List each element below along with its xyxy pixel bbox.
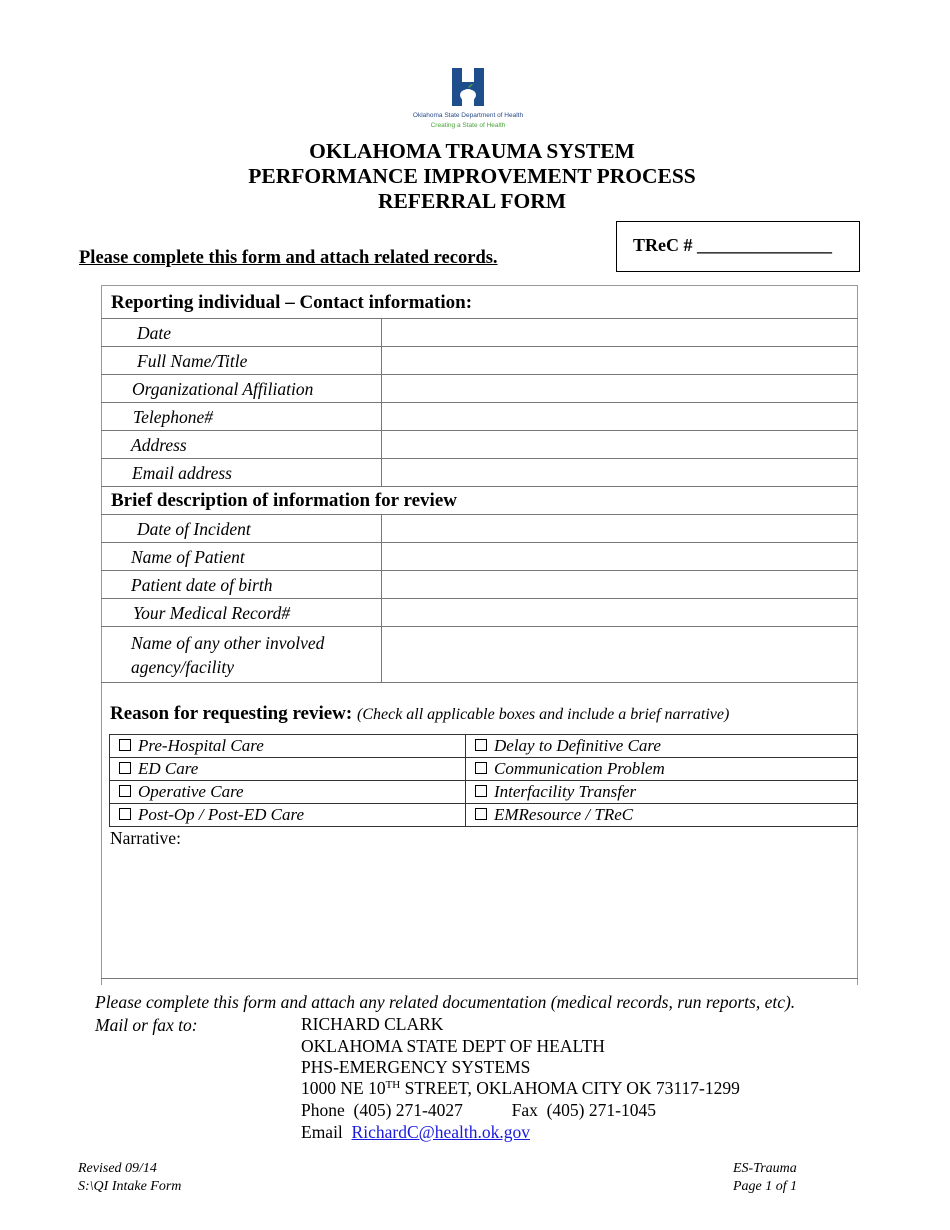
other-agency-input[interactable]: [383, 627, 857, 682]
fax-label: Fax: [511, 1100, 538, 1120]
address-input[interactable]: [383, 431, 857, 458]
mail-or-fax-label: Mail or fax to:: [95, 1015, 198, 1035]
checkbox-emresource-trec[interactable]: [466, 804, 858, 827]
phone-number: (405) 271-4027: [353, 1100, 463, 1120]
table-row: [110, 781, 858, 804]
checkbox-communication-problem[interactable]: [466, 758, 858, 781]
reason-heading-note: (Check all applicable boxes and include a brief narrative): [356, 706, 730, 723]
full-name-title-input[interactable]: [383, 347, 857, 374]
checkbox-interfacility-transfer[interactable]: [466, 781, 858, 804]
email-link[interactable]: RichardC@health.ok.gov: [351, 1122, 530, 1142]
name-of-patient-label: Name of Patient: [131, 547, 245, 567]
logo-tagline: Creating a State of Health: [430, 122, 506, 129]
footer-path: S:\QI Intake Form: [78, 1179, 182, 1194]
table-row: [110, 758, 858, 781]
checkbox-label: Post-Op / Post-ED Care: [138, 805, 305, 824]
logo-agency-name: Oklahoma State Department of Health: [412, 112, 524, 119]
osdh-logo: [408, 66, 528, 132]
address-label: Address: [131, 435, 187, 455]
other-agency-label-line2: agency/facility: [131, 657, 235, 677]
footer-page: Page 1 of 1: [733, 1179, 798, 1194]
checkbox-label: Operative Care: [138, 782, 244, 801]
checkbox-ed-care[interactable]: [110, 758, 466, 781]
email-address-label: Email address: [132, 463, 232, 483]
checkbox-delay-definitive-care[interactable]: [466, 735, 858, 758]
column-divider: [381, 318, 382, 486]
checkbox-icon[interactable]: [475, 762, 487, 774]
narrative-label: Narrative:: [110, 828, 181, 848]
checkbox-icon[interactable]: [119, 785, 131, 797]
table-row: [110, 804, 858, 827]
checkbox-label: Delay to Definitive Care: [494, 736, 661, 755]
footer-dept: ES-Trauma: [733, 1161, 797, 1176]
contact-name: RICHARD CLARK: [301, 1014, 444, 1034]
medical-record-input[interactable]: [383, 599, 857, 626]
checkbox-icon[interactable]: [119, 762, 131, 774]
completion-note: Please complete this form and attach any related documentation (medical records, run reports, etc).: [95, 992, 796, 1012]
patient-dob-input[interactable]: [383, 571, 857, 598]
full-name-title-label: Full Name/Title: [137, 351, 248, 371]
table-row: [110, 735, 858, 758]
title-line-2: PERFORMANCE IMPROVEMENT PROCESS: [248, 164, 696, 188]
telephone-label: Telephone#: [133, 407, 214, 427]
checkbox-icon[interactable]: [475, 785, 487, 797]
row-divider: [101, 486, 858, 487]
checkbox-pre-hospital-care[interactable]: [110, 735, 466, 758]
street-rest: STREET, OKLAHOMA CITY OK 73117-1299: [400, 1078, 740, 1098]
checkbox-label: Pre-Hospital Care: [138, 736, 264, 755]
row-divider: [101, 682, 858, 683]
contact-division: PHS-EMERGENCY SYSTEMS: [301, 1057, 531, 1077]
checkbox-label: EMResource / TReC: [494, 805, 634, 824]
telephone-input[interactable]: [383, 403, 857, 430]
checkbox-label: Communication Problem: [494, 759, 665, 778]
email-address-input[interactable]: [383, 459, 857, 486]
contact-street: [301, 1077, 740, 1099]
column-divider: [381, 514, 382, 682]
name-of-patient-input[interactable]: [383, 543, 857, 570]
reason-heading: [110, 703, 729, 725]
date-input[interactable]: [383, 319, 857, 346]
title-line-1: OKLAHOMA TRAUMA SYSTEM: [309, 139, 635, 163]
contact-section-heading: Reporting individual – Contact information:: [111, 292, 473, 313]
footer-revised: Revised 09/14: [78, 1161, 157, 1176]
date-of-incident-input[interactable]: [383, 515, 857, 542]
trec-number-field[interactable]: TReC # _______________: [616, 221, 860, 272]
checkbox-icon[interactable]: [119, 808, 131, 820]
osdh-logo-mark-icon: [408, 66, 528, 112]
reason-checkbox-table: [109, 734, 858, 827]
narrative-textarea[interactable]: [102, 850, 857, 978]
checkbox-label: ED Care: [138, 759, 199, 778]
checkbox-post-op-ed-care[interactable]: [110, 804, 466, 827]
email-label: Email: [301, 1122, 343, 1142]
patient-dob-label: Patient date of birth: [131, 575, 273, 595]
organizational-affiliation-input[interactable]: [383, 375, 857, 402]
other-agency-label-line1: Name of any other involved: [131, 633, 325, 653]
row-divider: [101, 978, 858, 979]
reason-heading-title: Reason for requesting review:: [110, 703, 353, 724]
checkbox-icon[interactable]: [119, 739, 131, 751]
checkbox-operative-care[interactable]: [110, 781, 466, 804]
street-number: 1000 NE 10: [301, 1078, 386, 1098]
checkbox-label: Interfacility Transfer: [494, 782, 637, 801]
organizational-affiliation-label: Organizational Affiliation: [132, 379, 314, 399]
contact-phone-fax: [301, 1099, 656, 1121]
title-line-3: REFERRAL FORM: [377, 189, 567, 213]
checkbox-icon[interactable]: [475, 739, 487, 751]
street-suffix: TH: [385, 1079, 401, 1091]
checkbox-icon[interactable]: [475, 808, 487, 820]
contact-org: OKLAHOMA STATE DEPT OF HEALTH: [301, 1036, 605, 1056]
contact-email: [301, 1121, 530, 1143]
date-of-incident-label: Date of Incident: [137, 519, 251, 539]
date-label: Date: [137, 323, 172, 343]
instruction-text: Please complete this form and attach related records.: [79, 248, 498, 268]
review-section-heading: Brief description of information for review: [111, 490, 457, 511]
medical-record-label: Your Medical Record#: [133, 603, 291, 623]
phone-label: Phone: [301, 1100, 345, 1120]
fax-number: (405) 271-1045: [546, 1100, 656, 1120]
